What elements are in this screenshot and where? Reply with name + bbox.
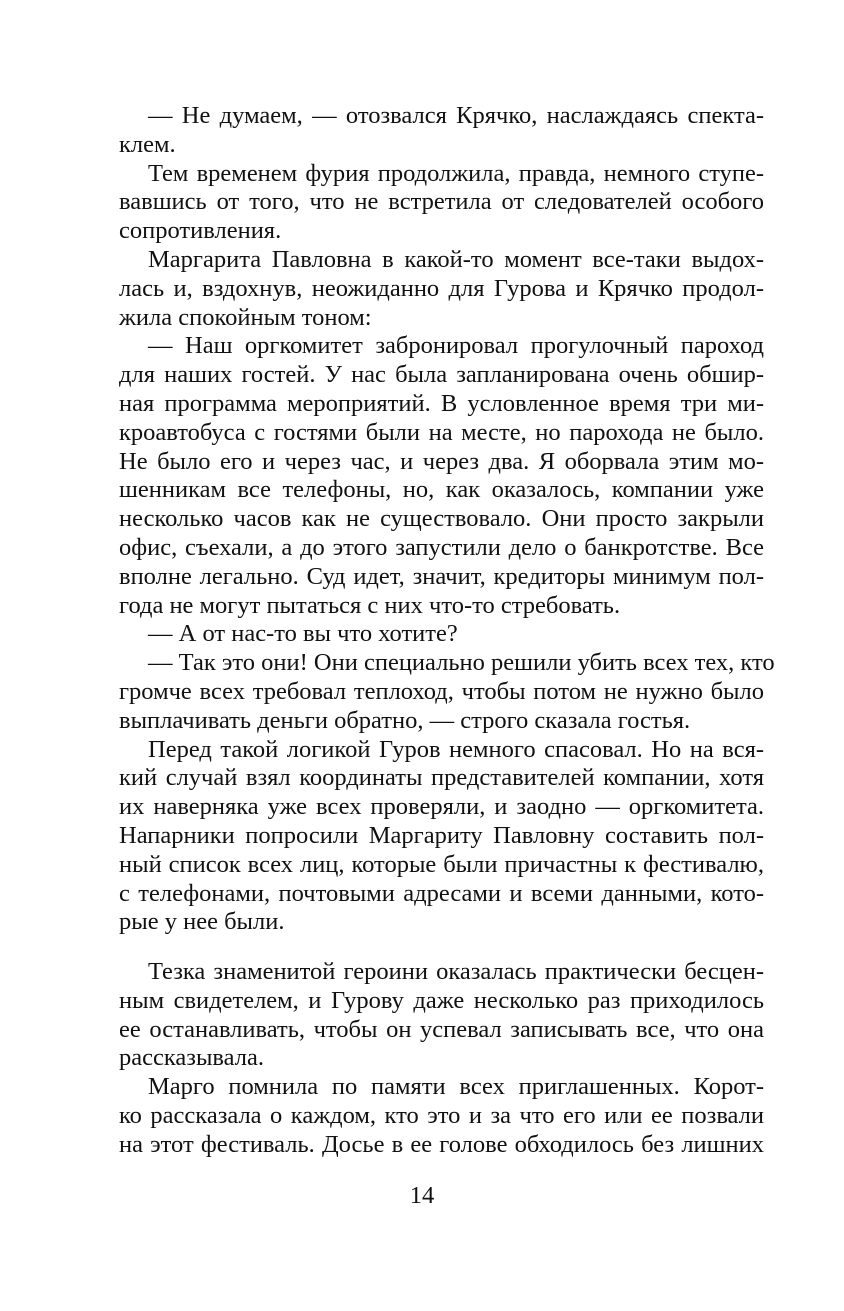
text-line: — Не думаем, — отозвался Крячко, наслаждаясь спекта- bbox=[148, 102, 764, 129]
text-line: года не могут пытаться с них что-то стребовать. bbox=[119, 591, 621, 619]
text-line: рые у нее были. bbox=[119, 908, 285, 936]
page-number: 14 bbox=[409, 1182, 435, 1209]
text-line: ее останавливать, чтобы он успевал записывать все, что она bbox=[119, 1015, 764, 1043]
text-line: жила спокойным тоном: bbox=[119, 303, 372, 331]
text-line: рассказывала. bbox=[119, 1044, 264, 1072]
text-line: — А от нас-то вы что хотите? bbox=[148, 620, 458, 648]
text-line: выплачивать деньги обратно, — строго сказала гостья. bbox=[119, 706, 691, 734]
text-line: с телефонами, почтовыми адресами и всеми данными, кото- bbox=[119, 879, 764, 907]
text-line: офис, съехали, а до этого запустили дело о банкротстве. Все bbox=[119, 533, 764, 561]
text-line: ный список всех лиц, которые были причастны к фестивалю, bbox=[119, 850, 764, 878]
text-line: вавшись от того, что не встретила от следователей особого bbox=[119, 188, 764, 216]
text-line: — Так это они! Они специально решили убить всех тех, кто bbox=[148, 649, 775, 677]
text-line: вполне легально. Суд идет, значит, кредиторы минимум пол- bbox=[119, 562, 764, 590]
text-line: ным свидетелем, и Гурову даже несколько раз приходилось bbox=[119, 986, 764, 1014]
text-line: ная программа мероприятий. В условленное время три ми- bbox=[119, 389, 764, 417]
text-line: несколько часов как не существовало. Они просто закрыли bbox=[119, 505, 764, 533]
text-line: — Наш оргкомитет забронировал прогулочный пароход bbox=[148, 332, 764, 360]
text-line: лась и, вздохнув, неожиданно для Гурова и Крячко продол- bbox=[119, 274, 764, 302]
text-block-lower bbox=[119, 958, 764, 1160]
text-line: кроавтобуса с гостями были на месте, но парохода не было. bbox=[119, 418, 764, 446]
text-line: Не было его и через час, и через два. Я оборвала этим мо- bbox=[119, 447, 764, 475]
text-line: Тем временем фурия продолжила, правда, немного ступе- bbox=[148, 159, 764, 187]
text-line: Марго помнила по памяти всех приглашенных. Корот- bbox=[148, 1073, 764, 1101]
text-line: сопротивления. bbox=[119, 217, 282, 245]
text-line: громче всех требовал теплоход, чтобы потом не нужно было bbox=[119, 677, 764, 705]
text-block-upper bbox=[119, 102, 775, 937]
text-line: шенникам все телефоны, но, как оказалось, компании уже bbox=[119, 476, 764, 504]
text-line: ко рассказала о каждом, кто это и за что его или ее позвали bbox=[119, 1101, 764, 1129]
text-line: для наших гостей. У нас была запланирована очень обшир- bbox=[119, 361, 764, 389]
text-line: Напарники попросили Маргариту Павловну составить пол- bbox=[119, 821, 764, 849]
text-line: на этот фестиваль. Досье в ее голове обходилось без лишних bbox=[119, 1130, 764, 1158]
text-line: клем. bbox=[119, 130, 176, 158]
text-line: их наверняка уже всех проверяли, и заодно — оргкомитета. bbox=[119, 793, 764, 821]
text-line: Перед такой логикой Гуров немного спасовал. Но на вся- bbox=[148, 735, 764, 763]
text-line: кий случай взял координаты представителей компании, хотя bbox=[119, 764, 764, 792]
text-line: Маргарита Павловна в какой-то момент все-таки выдох- bbox=[148, 245, 764, 273]
text-line: Тезка знаменитой героини оказалась практически бесцен- bbox=[148, 958, 764, 985]
